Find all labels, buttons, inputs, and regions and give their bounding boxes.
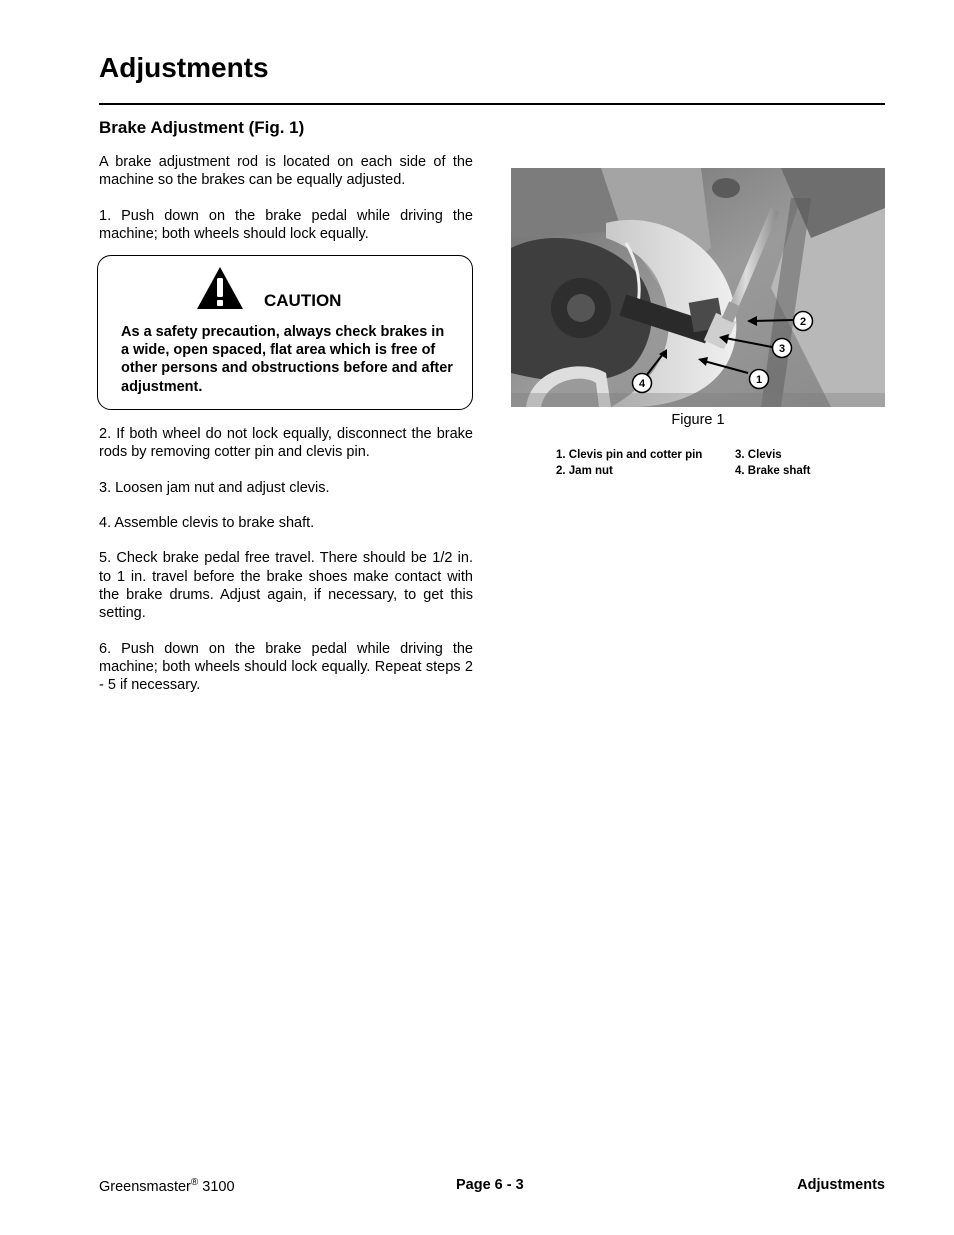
footer-model: 3100 [198,1178,235,1195]
instructions-column [99,153,473,694]
svg-text:1: 1 [755,374,763,386]
step-2: 2. If both wheel do not lock equally, disconnect the brake rods by removing cotter pin and clevis pin. [99,426,473,461]
callout-4 [633,374,652,393]
brake-assembly-photo [511,168,885,407]
footer-section: Adjustments [797,1177,885,1193]
caution-text: As a safety precaution, always check brakes in a wide, open spaced, flat area which is free of other persons and obstructions before and after adjustment. [121,324,453,395]
legend-item-2: 2. Jam nut [556,465,613,477]
footer-product-name: Greensmaster [99,1178,191,1195]
svg-text:2: 2 [799,316,807,328]
svg-text:3: 3 [778,343,786,355]
title-divider [99,103,885,105]
svg-text:4: 4 [638,378,646,390]
step-3: 3. Loosen jam nut and adjust clevis. [99,479,330,496]
page-title: Adjustments [99,52,269,83]
intro-paragraph: A brake adjustment rod is located on each side of the machine so the brakes can be equally adjusted. [99,154,473,189]
step-4: 4. Assemble clevis to brake shaft. [99,515,315,532]
figure-caption: Figure 1 [671,412,725,428]
legend-item-1: 1. Clevis pin and cotter pin [556,449,703,461]
step-1: 1. Push down on the brake pedal while driving the machine; both wheels should lock equally. [99,207,473,242]
footer-product [99,1177,235,1195]
registered-mark: ® [190,1177,199,1188]
step-6: 6. Push down on the brake pedal while driving the machine; both wheels should lock equally. Repeat steps 2 - 5 if necessary. [99,640,473,694]
legend-item-4: 4. Brake shaft [735,465,811,477]
callout-3 [773,339,792,358]
footer-page-number: Page 6 - 3 [456,1177,524,1193]
caution-label: CAUTION [264,291,342,310]
callout-1 [750,370,769,389]
step-5: 5. Check brake pedal free travel. There should be 1/2 in. to 1 in. travel before the brake shoes make contact with the brake drums. Adjust again, if necessary, to get this setting. [99,550,473,622]
callout-2 [794,312,813,331]
warning-triangle-icon [195,265,245,311]
section-heading: Brake Adjustment (Fig. 1) [99,118,305,137]
caution-box [97,255,473,410]
legend-item-3: 3. Clevis [735,449,782,461]
